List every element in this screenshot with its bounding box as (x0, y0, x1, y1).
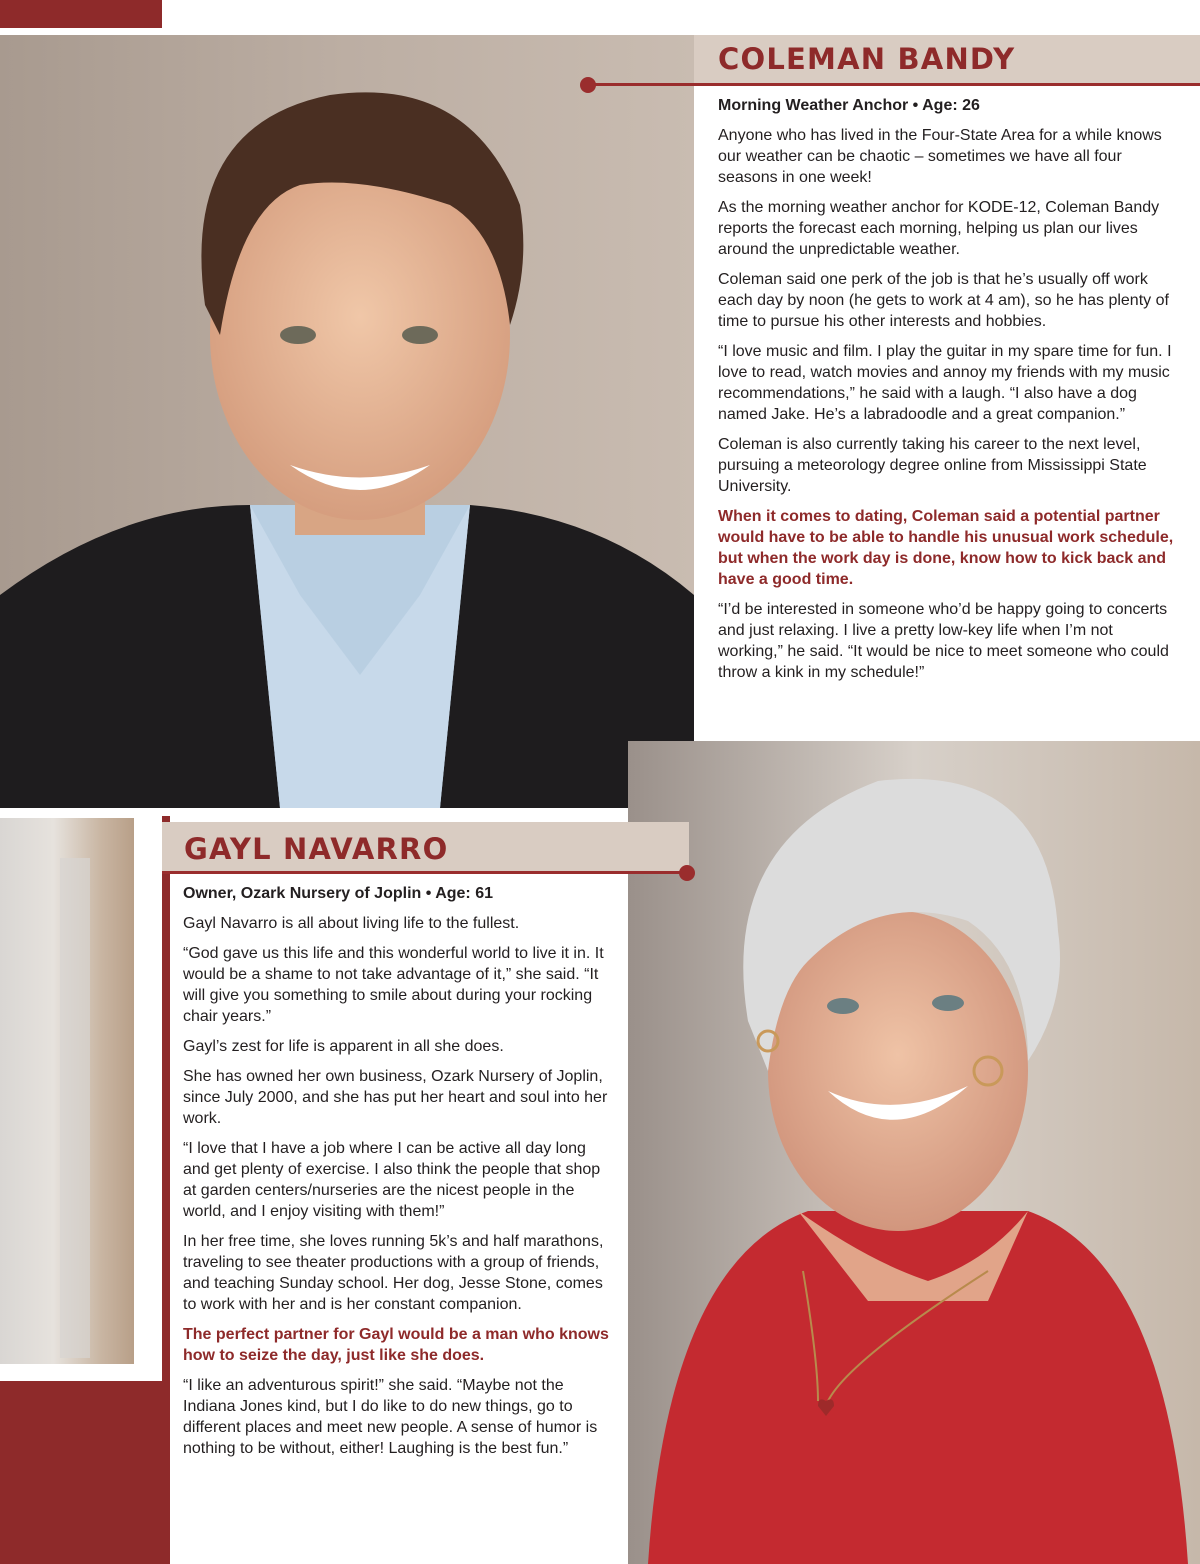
coleman-article-text (718, 95, 1180, 692)
gayl-article-text (183, 883, 613, 1468)
coleman-paragraph: Coleman said one perk of the job is that he’s usually off work each day by noon (he gets to work at 4 am), so he has plenty of time to pursue his other interests and hobbies. (718, 271, 1169, 330)
coleman-name-heading: COLEMAN BANDY (718, 42, 1016, 76)
coleman-divider-rule (590, 83, 1200, 86)
gayl-paragraph: Gayl’s zest for life is apparent in all she does. (183, 1038, 504, 1055)
coleman-portrait-photo (0, 35, 694, 808)
gayl-subtitle: Owner, Ozark Nursery of Joplin • Age: 61 (183, 885, 493, 902)
gayl-paragraph: Gayl Navarro is all about living life to the fullest. (183, 915, 520, 932)
gayl-name-heading: GAYL NAVARRO (184, 832, 449, 866)
coleman-paragraph: As the morning weather anchor for KODE-12, Coleman Bandy reports the forecast each morning, helping us plan our lives around the unpredictable weather. (718, 199, 1160, 258)
bottom-left-accent-bar (0, 1381, 162, 1564)
top-accent-bar (0, 0, 162, 28)
coleman-paragraph: Coleman is also currently taking his career to the next level, pursuing a meteorology degree online from Mississippi State University. (718, 436, 1147, 495)
coleman-closing-paragraph: “I’d be interested in someone who’d be happy going to concerts and just relaxing. I live a pretty low-key life when I’m not working,” he said. “It would be nice to meet someone who could throw a kink in my schedule!” (718, 601, 1169, 681)
coleman-highlight-paragraph: When it comes to dating, Coleman said a potential partner would have to be able to handle his unusual work schedule, but when the work day is done, know how to kick back and have a good time. (718, 508, 1174, 588)
gayl-accent-stripe (162, 816, 170, 1564)
gayl-highlight-paragraph: The perfect partner for Gayl would be a man who knows how to seize the day, just like she does. (183, 1326, 609, 1364)
decorative-blurred-photo (0, 818, 134, 1364)
gayl-closing-paragraph: “I like an adventurous spirit!” she said. “Maybe not the Indiana Jones kind, but I do like to do new things, go to different places and meet new people. A sense of humor is nothing to be without, either! Laughing is the best fun.” (183, 1377, 598, 1457)
gayl-paragraph: “God gave us this life and this wonderful world to live it in. It would be a shame to not take advantage of it,” she said. “It will give you something to smile about during your rocking chair years.” (183, 945, 604, 1025)
gayl-paragraph: She has owned her own business, Ozark Nursery of Joplin, since July 2000, and she has put her heart and soul into her work. (183, 1068, 608, 1127)
coleman-paragraph: Anyone who has lived in the Four-State Area for a while knows our weather can be chaotic – sometimes we have all four seasons in one week! (718, 127, 1162, 186)
gayl-paragraph: “I love that I have a job where I can be active all day long and get plenty of exercise. I also think the people that shop at garden centers/nurseries are the nicest people in the world, and I enjoy visiting with them!” (183, 1140, 601, 1220)
coleman-divider-dot (580, 77, 596, 93)
gayl-paragraph: In her free time, she loves running 5k’s and half marathons, traveling to see theater productions with a group of friends, and teaching Sunday school. Her dog, Jesse Stone, comes to work with her and is her constant companion. (183, 1233, 604, 1313)
coleman-subtitle: Morning Weather Anchor • Age: 26 (718, 97, 980, 114)
coleman-paragraph: “I love music and film. I play the guitar in my spare time for fun. I love to read, watch movies and annoy my friends with my music recommendations,” he said with a laugh. “I also have a dog named Jake. He’s a labradoodle and a great companion.” (718, 343, 1172, 423)
gayl-divider-rule (162, 871, 688, 874)
gayl-divider-dot (679, 865, 695, 881)
gayl-portrait-photo (628, 741, 1200, 1564)
